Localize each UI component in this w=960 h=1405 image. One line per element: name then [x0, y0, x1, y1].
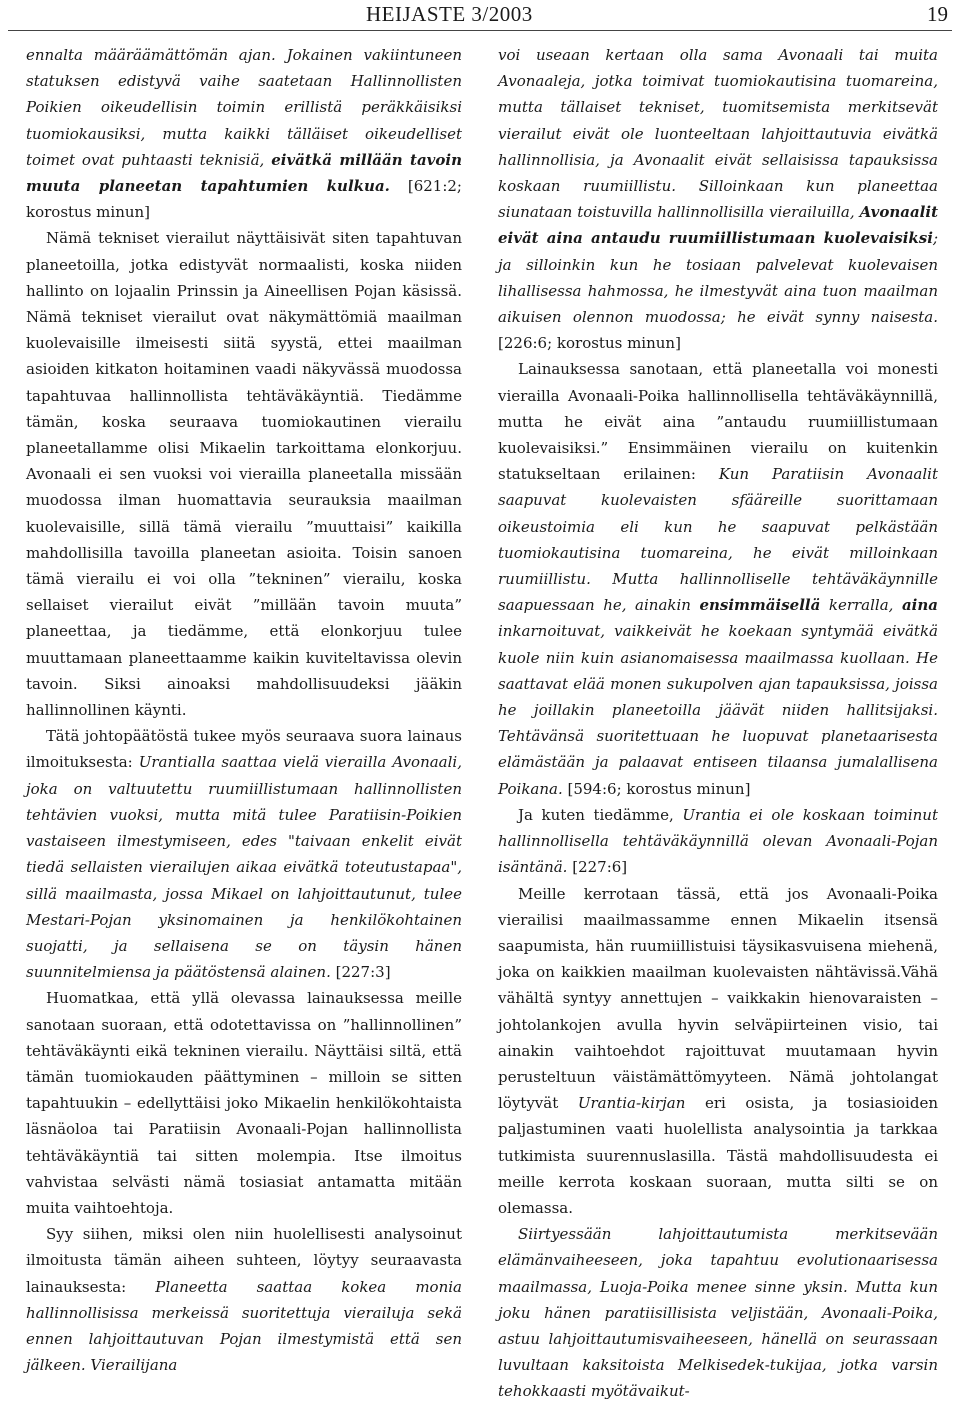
citation: [621:2; korostus minun] — [26, 177, 462, 222]
paragraph — [498, 42, 938, 356]
body-text: Tätä johtopäätöstä tukee myös seuraava suora lainaus ilmoituksesta: — [26, 727, 462, 772]
quote-text: kerralla, — [820, 596, 902, 615]
paragraph — [498, 881, 938, 1222]
quote-text: ; ja silloinkin kun he tosiaan palvelevat kuolevaisen lihallisessa hahmossa, he ilmestyvät aina tuon maailman aikuisen olennon muodossa; he eivät synny naisesta. — [498, 229, 938, 327]
right-column — [498, 42, 938, 1401]
paragraph: Huomatkaa, että yllä olevassa lainauksessa meille sanotaan suoraan, että odotettavissa on ”hallinnollinen” tehtäväkäynti eikä tekninen vierailu. Näyttäisi siltä, että tämän tuomiokauden päättyminen – milloin se sitten tapahtuukin – edellyttäisi joko Mikaelin henkilökohtaista läsnäoloa tai Paratiisin Avonaali-Pojan hallinnollista tehtäväkäyntiä tai sitten molempia. Itse ilmoitus vahvistaa selvästi nämä tosiasiat antamatta mitään muita vaihtoehtoja. — [26, 989, 462, 1217]
quote-text: Urantia ei ole koskaan toiminut hallinnollisella tehtäväkäynnillä olevan Avonaali-Pojan isäntänä. — [498, 805, 938, 877]
paragraph — [498, 356, 938, 801]
body-text: Lainauksessa sanotaan, että planeetalla voi monesti vierailla Avonaali-Poika hallinnollisella tehtäväkäynnillä, mutta he eivät aina ”antaudu ruumiillistumaan kuolevaisiksi.” Ensimmäinen vierailu on kuitenkin statukseltaan erilainen: — [498, 360, 938, 484]
paragraph — [26, 723, 462, 985]
citation: [226:6; korostus minun] — [498, 334, 681, 353]
body-text: Ja kuten tiedämme, — [518, 805, 683, 824]
citation: [594:6; korostus minun] — [562, 779, 751, 798]
body-text: eri osista, ja tosiasioiden paljastuminen vaati huolellista analysointia ja tarkkaa tutkimista suurennuslasilla. Tästä mahdollisuudesta ei meille kerrota koskaan suoraan, mutta silti se on olemassa. — [498, 1094, 938, 1217]
book-title: Urantia-kirjan — [577, 1094, 686, 1113]
quote-text: Siirtyessään lahjoittautumista merkitsevään elämänvaiheeseen, joka tapahtuu evolutionaarisessa maailmassa, Luoja-Poika menee sinne yksin. Mutta kun joku hänen paratiisillisista veljistään, Avonaali-Poika, astuu lahjoittautumisvaiheeseen, hänellä on seurassaan luvultaan kaksitoista Melkisedek-tukijaa, jotka varsin tehokkaasti myötävaikut- — [498, 1225, 938, 1401]
paragraph — [26, 1221, 462, 1378]
page-header — [0, 0, 960, 30]
citation: [227:3] — [330, 963, 391, 982]
paragraph — [498, 802, 938, 881]
emphasis-text: eivätkä millään tavoin muuta planeetan tapahtumien kulkua. — [26, 150, 462, 196]
emphasis-text: aina — [901, 596, 938, 615]
quote-text: Planeetta saattaa kokea monia hallinnollisissa merkeissä suoritettuja vierailuja sekä ennen lahjoittautuvan Pojan ilmestymistä että sen jälkeen. Vierailijana — [26, 1277, 462, 1375]
quote-text: voi useaan kertaan olla sama Avonaali tai muita Avonaaleja, jotka toimivat tuomiokautisina tuomareina, mutta tällaiset tekniset, tuomitsemista merkitsevät vierailut eivät ole luonteeltaan lahjoittautuvia eivätkä hallinnollisia, ja Avonaalit eivät sellaisissa tapauksissa koskaan ruumiillistu. Silloinkaan kun planeettaa siunataan toistuvilla hallinnollisilla vierailuilla, — [498, 46, 938, 222]
citation: [227:6] — [567, 858, 628, 877]
page-number: 19 — [927, 2, 948, 26]
paragraph — [498, 1221, 938, 1404]
emphasis-text: Avonaalit eivät aina antaudu ruumiillistumaan kuolevaisiksi — [498, 203, 938, 248]
left-column — [26, 42, 462, 1377]
body-text: Meille kerrotaan tässä, että jos Avonaali-Poika vierailisi maailmassamme ennen Mikaelin itsensä saapumista, hän ruumiillistuisi täysikasvuisena miehenä, joka on kaikkien maailman kuolevaisten nähtävissä.Vähä vähältä syntyy annettujen – vaikkakin hienovaraisten – johtolankojen avulla hyvin selväpiirteinen visio, tai ainakin vaihtoehdot rajoittuvat muutamaan hyvin perusteltuun väistämättömyyteen. Nämä johtolangat löytyvät — [498, 884, 938, 1113]
quote-text: Kun Paratiisin Avonaalit saapuvat kuolevaisten sfääreille suorittamaan oikeustoimia eli kun he saapuvat pelkästään tuomiokautisina tuomareina, he eivät milloinkaan ruumiillistu. Mutta hallinnolliselle tehtäväkäynnille saapuessaan he, ainakin — [498, 465, 938, 615]
paragraph: Nämä tekniset vierailut näyttäisivät siten tapahtuvan planeetoilla, jotka edistyvät normaalisti, koska niiden hallinto on lojaalin Prinssin ja Aineellisen Pojan käsissä. Nämä tekniset vierailut ovat näkymättömiä maailman kuolevaisille ilmeisesti siitä syystä, ettei maailman asioiden kitkaton hoitaminen vaadi näkyvässä muodossa tapahtuvaa hallinnollista tehtäväkäyntiä. Tiedämme tämän, koska seuraava tuomiokautinen vierailu planeetallamme olisi Mikaelin tarkoittama elonkorjuu. Avonaali ei sen vuoksi voi vierailla planeetalla missään muodossa ilman huomattavia seurauksia maailman kuolevaisille, sillä tämä vierailu ”muuttaisi” kaikilla mahdollisilla tavoilla planeetan asioita. Toisin sanoen tämä vierailu ei voi olla ”tekninen” vierailu, koska sellaiset vierailut eivät ”millään tavoin muuta” planeettaa, ja tiedämme, että elonkorjuu tulee muuttamaan planeettaamme kaikin kuviteltavissa olevin tavoin. Siksi ainoaksi mahdollisuudeksi jääkin hallinnollinen käynti. — [26, 229, 462, 720]
body-text: Syy siihen, miksi olen niin huolellisesti analysoinut ilmoitusta tämän aiheen suhteen, löytyy seuraavasta lainauksesta: — [26, 1225, 462, 1296]
quote-text: inkarnoituvat, vaikkeivät he koekaan syntymää eivätkä kuole niin kuin asianomaisessa maailmassa kuollaan. He saattavat elää monen sukupolven ajan tapauksissa, joissa he joillakin planeetoilla jäävät niiden hallitsijaksi. Tehtävänsä suoritettuaan he luopuvat planetaarisesta elämästään ja palaavat entiseen tilaansa jumalallisena Poikana. — [498, 622, 938, 798]
emphasis-text: ensimmäisellä — [699, 596, 821, 615]
quote-text: ennalta määräämättömän ajan. Jokainen vakiintuneen statuksen edistyvä vaihe saatetaan Hallinnollisten Poikien oikeudellisin toimin erillistä peräkkäisiksi tuomiokausiksi, mutta kaikki tälläiset oikeudelliset toimet ovat puhtaasti teknisiä, — [26, 46, 462, 169]
paragraph — [26, 42, 462, 225]
magazine-title: HEIJASTE 3/2003 — [366, 2, 533, 26]
quote-text: Urantialla saattaa vielä vierailla Avonaali, joka on valtuutettu ruumiillistumaan hallinnollisten tehtävien vuoksi, mutta mitä tulee Paratiisin-Poikien vastaiseen ilmestymiseen, edes "taivaan enkelit eivät tiedä sellaisten vierailujen aikaa eivätkä toteutustapaa", sillä maailmasta, jossa Mikael on lahjoittautunut, tulee Mestari-Pojan yksinomainen ja henkilökohtainen suojatti, ja sellaisena se on täysin hänen suunnitelmiensa ja päätöstensä alainen. — [26, 753, 462, 982]
header-divider — [8, 30, 952, 31]
